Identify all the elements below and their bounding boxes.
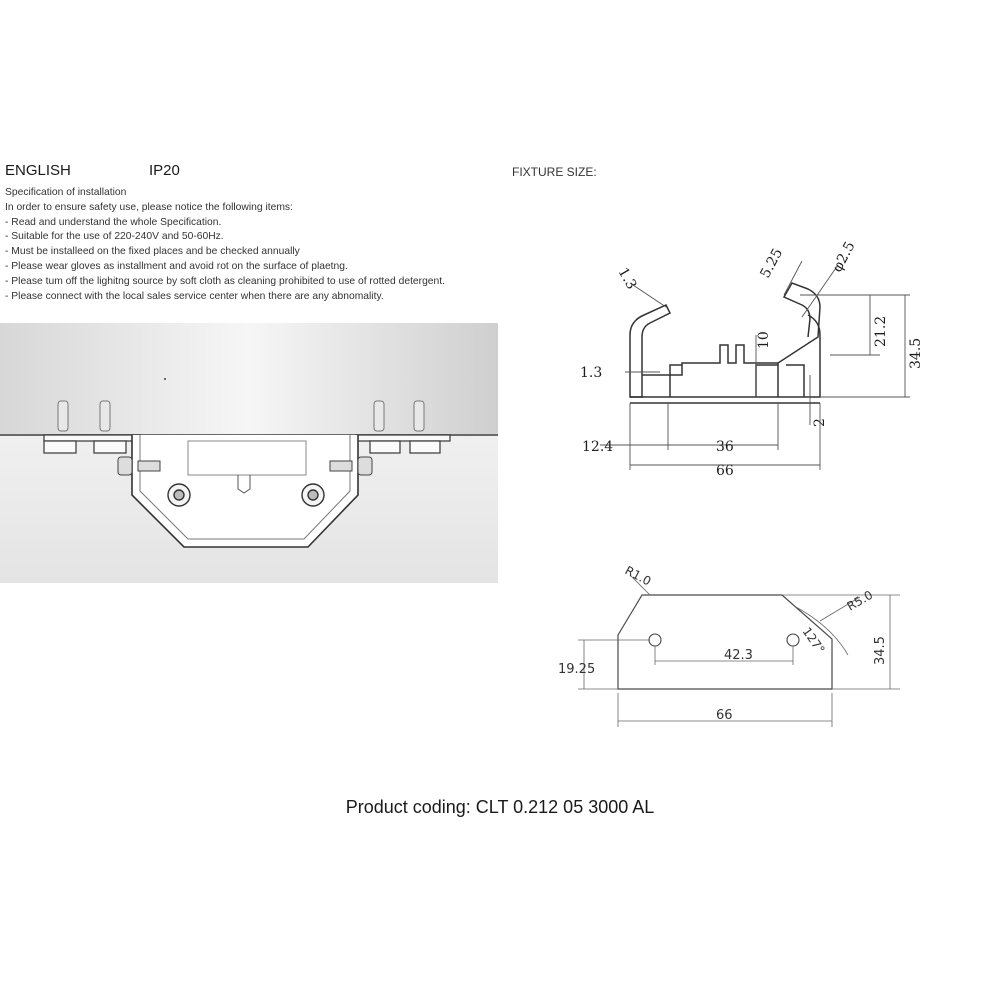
dim-label: 36 — [716, 439, 734, 455]
dim-label: 1.3 — [614, 265, 640, 293]
spec-item: - Read and understand the whole Specification. — [5, 216, 222, 228]
installation-specification — [5, 186, 445, 304]
profile-cross-section-drawing — [570, 225, 930, 485]
spec-item: - Suitable for the use of 220-240V and 50-60Hz. — [5, 231, 224, 243]
dim-label: 19.25 — [558, 662, 596, 677]
dim-label: 2 — [812, 418, 828, 427]
dim-label: 1.3 — [580, 365, 603, 381]
dim-label: R5.0 — [844, 587, 876, 614]
dim-label: 21.2 — [873, 315, 889, 347]
spec-item: - Please wear gloves as installment and avoid rot on the surface of plaetng. — [5, 260, 348, 272]
dim-label: φ2.5 — [829, 239, 859, 275]
spec-intro: In order to ensure safety use, please notice the following items: — [5, 201, 293, 213]
dim-label: R1.0 — [622, 563, 654, 589]
dim-label: 66 — [716, 708, 733, 723]
dim-label: 42.3 — [724, 648, 753, 663]
spec-item: - Please tum off the lighitng source by soft cloth as cleaning prohibited to use of rotted detergent. — [5, 275, 445, 287]
spec-title: Specification of installation — [5, 187, 127, 198]
dim-label: 5.25 — [757, 245, 787, 281]
ip-rating: IP20 — [149, 162, 180, 179]
installation-illustration — [0, 323, 498, 583]
spec-item: - Must be installeed on the fixed places and be checked annually — [5, 246, 300, 258]
dim-label: 10 — [756, 331, 772, 349]
dim-label: 127° — [799, 624, 828, 657]
spec-item: - Please connect with the local sales service center when there are any abnomality. — [5, 290, 384, 302]
dim-label: 12.4 — [582, 439, 614, 455]
dim-label: 34.5 — [873, 636, 888, 665]
fixture-size-label: FIXTURE SIZE: — [512, 165, 597, 179]
dim-label: 66 — [716, 463, 734, 479]
language-label: ENGLISH — [5, 162, 71, 179]
product-coding: Product coding: CLT 0.212 05 3000 AL — [345, 797, 655, 817]
dim-label: 34.5 — [908, 337, 924, 369]
end-bracket-drawing — [550, 555, 900, 735]
